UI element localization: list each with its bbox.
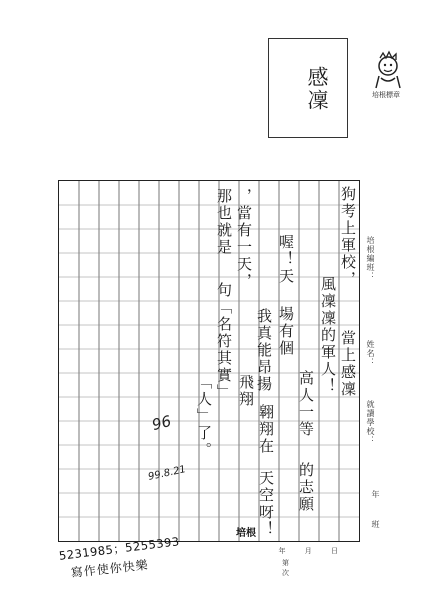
composition-column: 句「名符其實」 [215, 282, 233, 401]
composition-column: 風凜凜的軍人！ [319, 276, 337, 395]
footer-phone-numbers: 5231985；5255393 [58, 534, 181, 563]
composition-column: 狗考上軍校， [339, 186, 357, 288]
year-label: 年 [278, 547, 286, 555]
composition-column: 的志願 [297, 462, 315, 513]
session-prefix-label: 第 [282, 559, 289, 567]
date-mark: 99.8.21 [147, 464, 187, 483]
composition-column: 高人一等 [297, 370, 315, 438]
composition-column: 當上感凜 [339, 330, 357, 398]
composition-column: 那也就是 [215, 188, 233, 256]
composition-title: 感凜 [305, 66, 329, 112]
class-number-label: 班 [371, 520, 380, 529]
composition-column: 喔！天 [277, 234, 295, 285]
composition-column: ，當有一天， [235, 188, 253, 290]
grade-label: 年 [371, 490, 380, 499]
footer-slogan: 寫作使你快樂 [70, 557, 150, 580]
logo-caption: 培根標章 [372, 91, 400, 99]
session-labels [282, 558, 372, 578]
composition-column: 翱翔在 [257, 404, 275, 455]
composition-column: 場有個 [277, 306, 295, 357]
class-label: 培根編班： [366, 236, 375, 281]
date-labels [270, 546, 360, 556]
mascot-logo-icon [368, 50, 408, 90]
composition-column: 我真能昂揚 [255, 308, 273, 393]
name-label: 姓名： [366, 340, 375, 367]
teacher-mark: 培根 [236, 528, 256, 539]
composition-column: 「人」了。 [195, 374, 213, 459]
school-label: 就讀學校： [366, 400, 375, 445]
composition-column: 天空呀！ [257, 470, 275, 538]
day-label: 日 [330, 547, 338, 555]
session-suffix-label: 次 [282, 569, 289, 577]
score-mark: 96 [149, 411, 174, 435]
composition-column: 飛翔 [237, 374, 255, 408]
month-label: 月 [304, 547, 312, 555]
